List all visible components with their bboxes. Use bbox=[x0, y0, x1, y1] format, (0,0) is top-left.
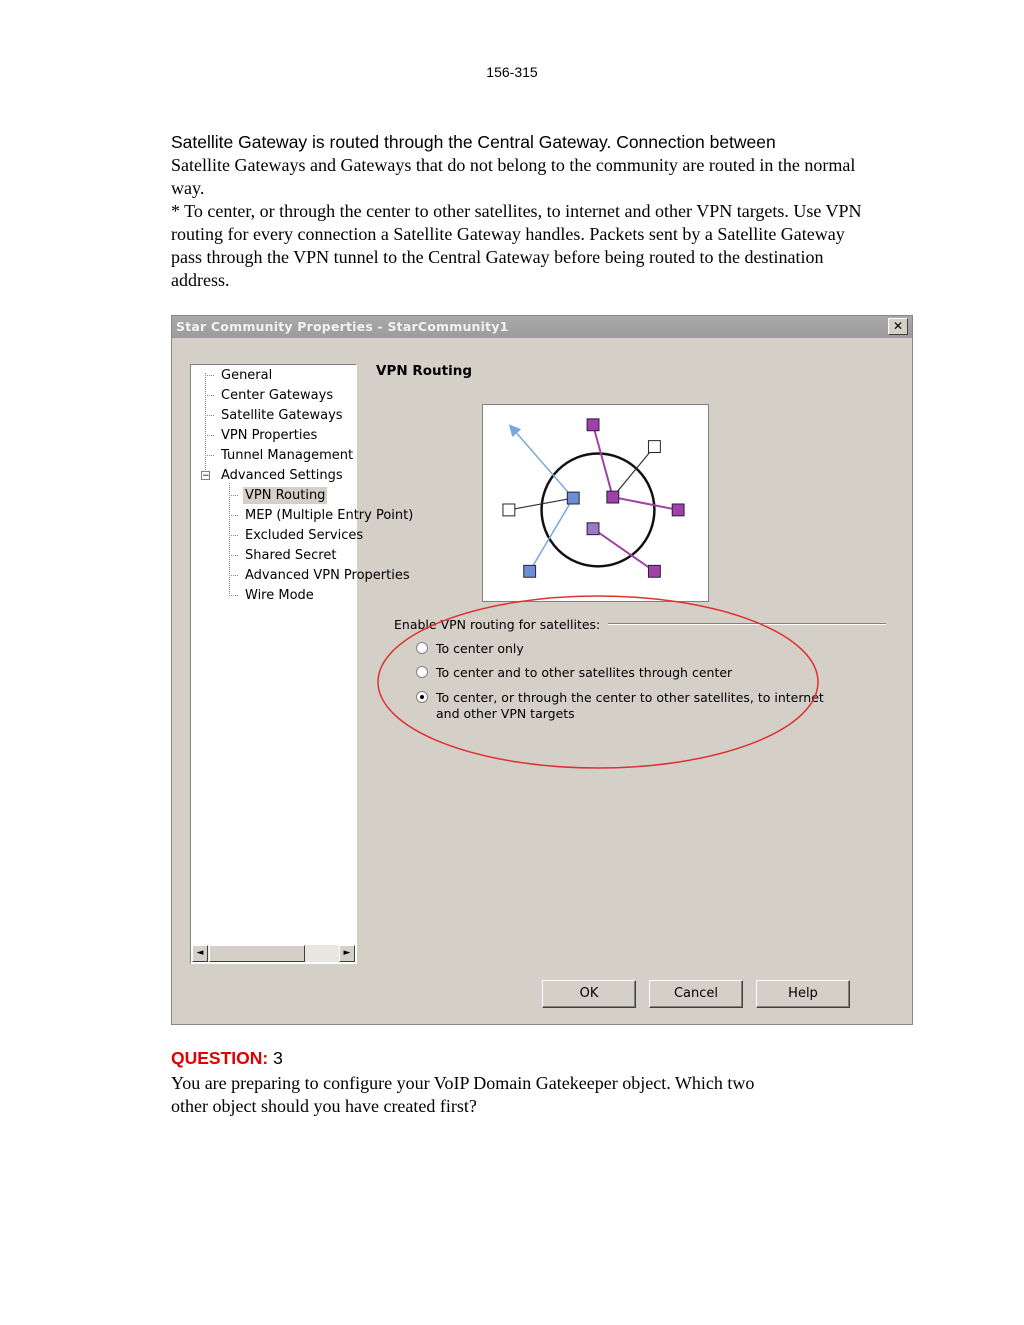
question-label: QUESTION: bbox=[171, 1048, 269, 1068]
question-text-line-1: You are preparing to configure your VoIP Domain Gatekeeper object. Which two bbox=[171, 1073, 755, 1093]
question-heading bbox=[171, 1048, 283, 1069]
satellite-node-bottom-right bbox=[648, 565, 660, 577]
star-community-properties-dialog bbox=[171, 315, 913, 1025]
close-button[interactable] bbox=[888, 318, 908, 335]
center-gateway-node-3 bbox=[587, 523, 599, 535]
tree-item-wire-mode[interactable]: Wire Mode bbox=[245, 588, 314, 603]
arrow-right-icon: ► bbox=[343, 948, 351, 958]
tree-item-mep[interactable]: MEP (Multiple Entry Point) bbox=[245, 508, 414, 523]
section-title: VPN Routing bbox=[376, 363, 472, 379]
title-bar bbox=[172, 316, 912, 338]
vpn-star-topology-diagram bbox=[482, 404, 709, 602]
tree-item-advanced-vpn-properties[interactable]: Advanced VPN Properties bbox=[245, 568, 410, 583]
collapse-icon[interactable]: − bbox=[202, 471, 210, 481]
red-highlight-ellipse bbox=[376, 594, 820, 770]
center-gateway-node-1 bbox=[567, 492, 579, 504]
paragraph-2: * To center, or through the center to other satellites, to internet and other VPN targets. Use VPN routing for every connection a Satellite Gateway handles. Packets sent by a Satellite Gateway pass through the VPN tunnel to the Central Gateway before being routed to the destination address. bbox=[171, 201, 862, 290]
tree-item-general[interactable]: General bbox=[221, 368, 273, 383]
settings-tree bbox=[190, 364, 414, 964]
page-number: 156-315 bbox=[486, 64, 538, 80]
tree-item-satellite-gateways[interactable]: Satellite Gateways bbox=[221, 408, 343, 423]
paragraph-1-first-line: Satellite Gateway is routed through the Central Gateway. Connection between bbox=[171, 132, 776, 152]
satellite-node-bottom-left bbox=[524, 565, 536, 577]
close-icon: ✕ bbox=[892, 319, 904, 333]
scroll-right-button[interactable] bbox=[339, 945, 355, 962]
scroll-left-button[interactable] bbox=[192, 945, 208, 962]
cancel-button[interactable]: Cancel bbox=[649, 980, 743, 1008]
question-number: 3 bbox=[273, 1048, 283, 1068]
center-gateway-node-2 bbox=[607, 491, 619, 503]
external-gateway-node-top-right bbox=[648, 441, 660, 453]
tree-item-center-gateways[interactable]: Center Gateways bbox=[221, 388, 334, 403]
tree-horizontal-scrollbar[interactable] bbox=[192, 945, 355, 962]
question-text-line-2: other object should you have created first? bbox=[171, 1096, 477, 1116]
option-center-and-satellites-label: To center and to other satellites through center bbox=[436, 665, 733, 680]
ok-button[interactable]: OK bbox=[542, 980, 636, 1008]
option-center-only-label: To center only bbox=[436, 641, 524, 656]
external-gateway-node-left bbox=[503, 504, 515, 516]
option-center-internet-vpn-label-2: and other VPN targets bbox=[436, 706, 575, 721]
scroll-thumb[interactable] bbox=[209, 945, 305, 962]
help-button[interactable]: Help bbox=[756, 980, 850, 1008]
arrow-left-icon: ◄ bbox=[196, 948, 204, 958]
tree-item-excluded-services[interactable]: Excluded Services bbox=[245, 528, 364, 543]
tree-item-tunnel-management[interactable]: Tunnel Management bbox=[221, 448, 354, 463]
paragraph-1-rest: Satellite Gateways and Gateways that do not belong to the community are routed in the normal way. bbox=[171, 155, 856, 198]
dialog-title: Star Community Properties - StarCommunity1 bbox=[176, 319, 509, 334]
center-ring bbox=[542, 454, 655, 567]
tree-item-shared-secret[interactable]: Shared Secret bbox=[245, 548, 337, 563]
satellite-node-right bbox=[672, 504, 684, 516]
tree-item-vpn-properties[interactable]: VPN Properties bbox=[221, 428, 318, 443]
group-label: Enable VPN routing for satellites: bbox=[394, 617, 606, 632]
satellite-node-top bbox=[587, 419, 599, 431]
tree-item-advanced-settings[interactable]: Advanced Settings bbox=[221, 468, 343, 483]
option-center-internet-vpn-label-1: To center, or through the center to other satellites, to internet bbox=[436, 690, 824, 705]
tree-item-vpn-routing[interactable]: VPN Routing bbox=[245, 488, 326, 503]
